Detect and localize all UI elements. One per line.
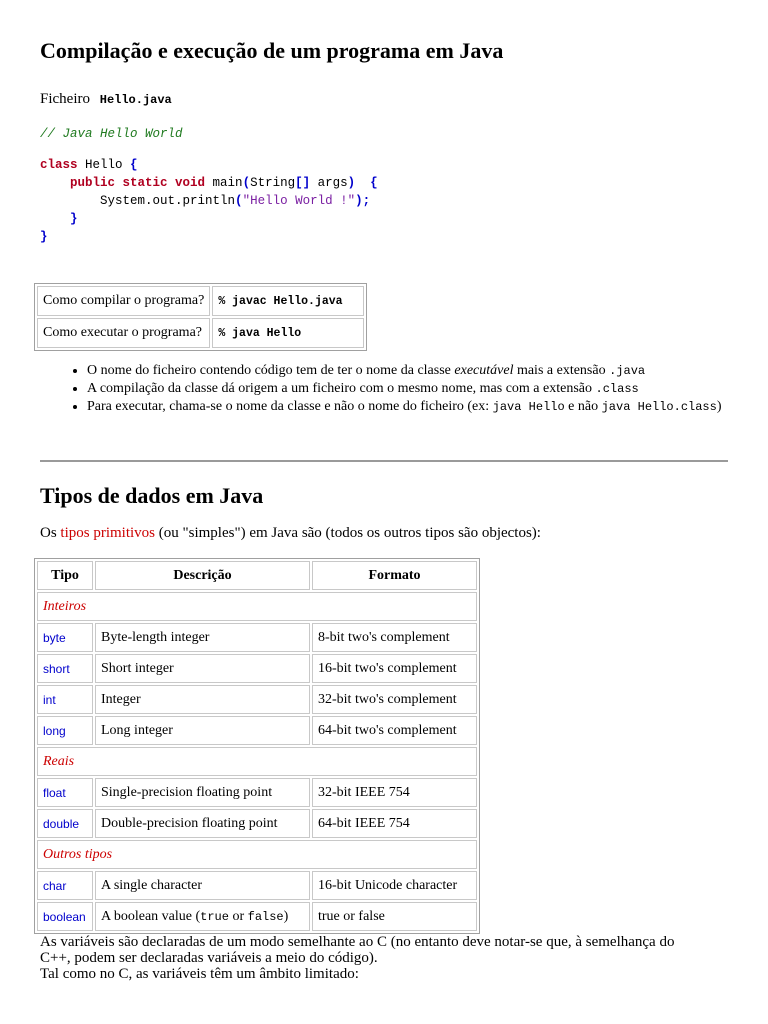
group-label: Inteiros xyxy=(37,592,477,621)
description-text: A boolean value ( xyxy=(101,908,201,924)
type-description xyxy=(95,902,310,931)
table-row xyxy=(37,654,477,683)
commands-table xyxy=(34,283,367,351)
description-code: true xyxy=(200,909,229,924)
note-text: ) xyxy=(716,399,722,414)
type-description: Double-precision floating point xyxy=(95,809,310,838)
notes-list xyxy=(40,362,747,416)
type-description: Long integer xyxy=(95,716,310,745)
note-code: .class xyxy=(595,382,639,396)
type-name: short xyxy=(37,654,93,683)
code-param-type: String xyxy=(250,176,296,190)
table-row xyxy=(37,809,477,838)
command-row xyxy=(37,318,364,348)
description-code: false xyxy=(247,909,284,924)
column-header: Descrição xyxy=(95,561,310,590)
type-description: Integer xyxy=(95,685,310,714)
table-row xyxy=(37,902,477,931)
column-header: Tipo xyxy=(37,561,93,590)
table-row xyxy=(37,716,477,745)
code-brace-open-1: { xyxy=(130,158,138,172)
type-format: 16-bit two's complement xyxy=(312,654,477,683)
footer-line: As variáveis são declaradas de um modo semelhante ao C (no entanto deve notar-se que, à semelhança do xyxy=(40,934,675,950)
note-text: Para executar, chama-se o nome da classe e não o nome do ficheiro (ex: xyxy=(87,399,493,414)
type-description: A single character xyxy=(95,871,310,900)
footer-paragraph xyxy=(40,934,674,982)
list-item xyxy=(87,380,747,398)
command-row xyxy=(37,286,364,316)
table-row xyxy=(37,685,477,714)
code-brace-close-2: } xyxy=(70,212,78,226)
table-row xyxy=(37,778,477,807)
section-title-types: Tipos de dados em Java xyxy=(40,483,264,508)
code-paren-close: ) xyxy=(347,176,356,190)
type-format: 16-bit Unicode character xyxy=(312,871,477,900)
type-name: boolean xyxy=(37,902,93,931)
type-format: 32-bit IEEE 754 xyxy=(312,778,477,807)
note-text: mais a extensão xyxy=(513,363,610,378)
types-intro xyxy=(40,525,541,542)
code-keyword-class: class xyxy=(40,158,78,172)
code-class-name: Hello xyxy=(77,158,131,172)
type-format: 32-bit two's complement xyxy=(312,685,477,714)
type-format: 64-bit IEEE 754 xyxy=(312,809,477,838)
code-println-paren-open: ( xyxy=(235,194,243,208)
code-println-call: System.out.println xyxy=(100,194,236,208)
table-header-row xyxy=(37,561,477,590)
note-text: A compilação da classe dá origem a um ficheiro com o mesmo nome, mas com a extensão xyxy=(87,381,596,396)
note-emphasis: executável xyxy=(454,363,514,378)
code-string-literal: "Hello World !" xyxy=(242,194,356,208)
type-name: char xyxy=(37,871,93,900)
note-code: java Hello xyxy=(492,400,565,414)
note-code: java Hello.class xyxy=(601,400,717,414)
type-format: 8-bit two's complement xyxy=(312,623,477,652)
table-row xyxy=(37,623,477,652)
list-item xyxy=(87,398,747,416)
type-format: 64-bit two's complement xyxy=(312,716,477,745)
group-label: Reais xyxy=(37,747,477,776)
table-group-row xyxy=(37,747,477,776)
intro-text: (ou "simples") em Java são (todos os outros tipos são objectos): xyxy=(155,525,541,541)
note-code: .java xyxy=(609,364,646,378)
section-title-compilation: Compilação e execução de um programa em Java xyxy=(40,38,504,63)
group-label: Outros tipos xyxy=(37,840,477,869)
table-row xyxy=(37,871,477,900)
command-question: Como compilar o programa? xyxy=(37,286,210,316)
code-method-name: main xyxy=(205,176,243,190)
type-name: float xyxy=(37,778,93,807)
command-text: % javac Hello.java xyxy=(212,286,364,316)
type-description: Byte-length integer xyxy=(95,623,310,652)
table-group-row xyxy=(37,840,477,869)
table-group-row xyxy=(37,592,477,621)
description-text: ) xyxy=(283,908,289,924)
list-item xyxy=(87,362,747,380)
type-name: double xyxy=(37,809,93,838)
code-block xyxy=(40,156,378,246)
code-brace-open-2: { xyxy=(370,176,378,190)
code-comment-text: // Java Hello World xyxy=(40,127,183,141)
code-brackets: [] xyxy=(295,176,311,190)
description-text: or xyxy=(228,908,248,924)
code-param-name: args xyxy=(310,176,348,190)
file-name: Hello.java xyxy=(99,93,172,107)
type-description: Short integer xyxy=(95,654,310,683)
code-keyword-method: public static void xyxy=(70,176,206,190)
intro-text: Os xyxy=(40,525,61,541)
note-text: O nome do ficheiro contendo código tem de ter o nome da classe xyxy=(87,363,455,378)
type-name: int xyxy=(37,685,93,714)
types-table xyxy=(34,558,480,934)
column-header: Formato xyxy=(312,561,477,590)
type-format: true or false xyxy=(312,902,477,931)
command-text: % java Hello xyxy=(212,318,364,348)
type-description: Single-precision floating point xyxy=(95,778,310,807)
note-text: e não xyxy=(564,399,602,414)
code-comment xyxy=(40,125,183,143)
footer-line: C++, podem ser declaradas variáveis a meio do código). xyxy=(40,950,378,966)
code-println-paren-close: ); xyxy=(355,194,371,208)
type-name: byte xyxy=(37,623,93,652)
file-line xyxy=(40,91,172,108)
footer-line: Tal como no C, as variáveis têm um âmbito limitado: xyxy=(40,966,359,982)
type-name: long xyxy=(37,716,93,745)
command-question: Como executar o programa? xyxy=(37,318,210,348)
code-brace-close-1: } xyxy=(40,230,48,244)
file-label: Ficheiro xyxy=(40,91,90,107)
primitive-types-link[interactable]: tipos primitivos xyxy=(60,525,156,541)
section-divider xyxy=(40,460,728,462)
code-paren-open: ( xyxy=(242,176,251,190)
